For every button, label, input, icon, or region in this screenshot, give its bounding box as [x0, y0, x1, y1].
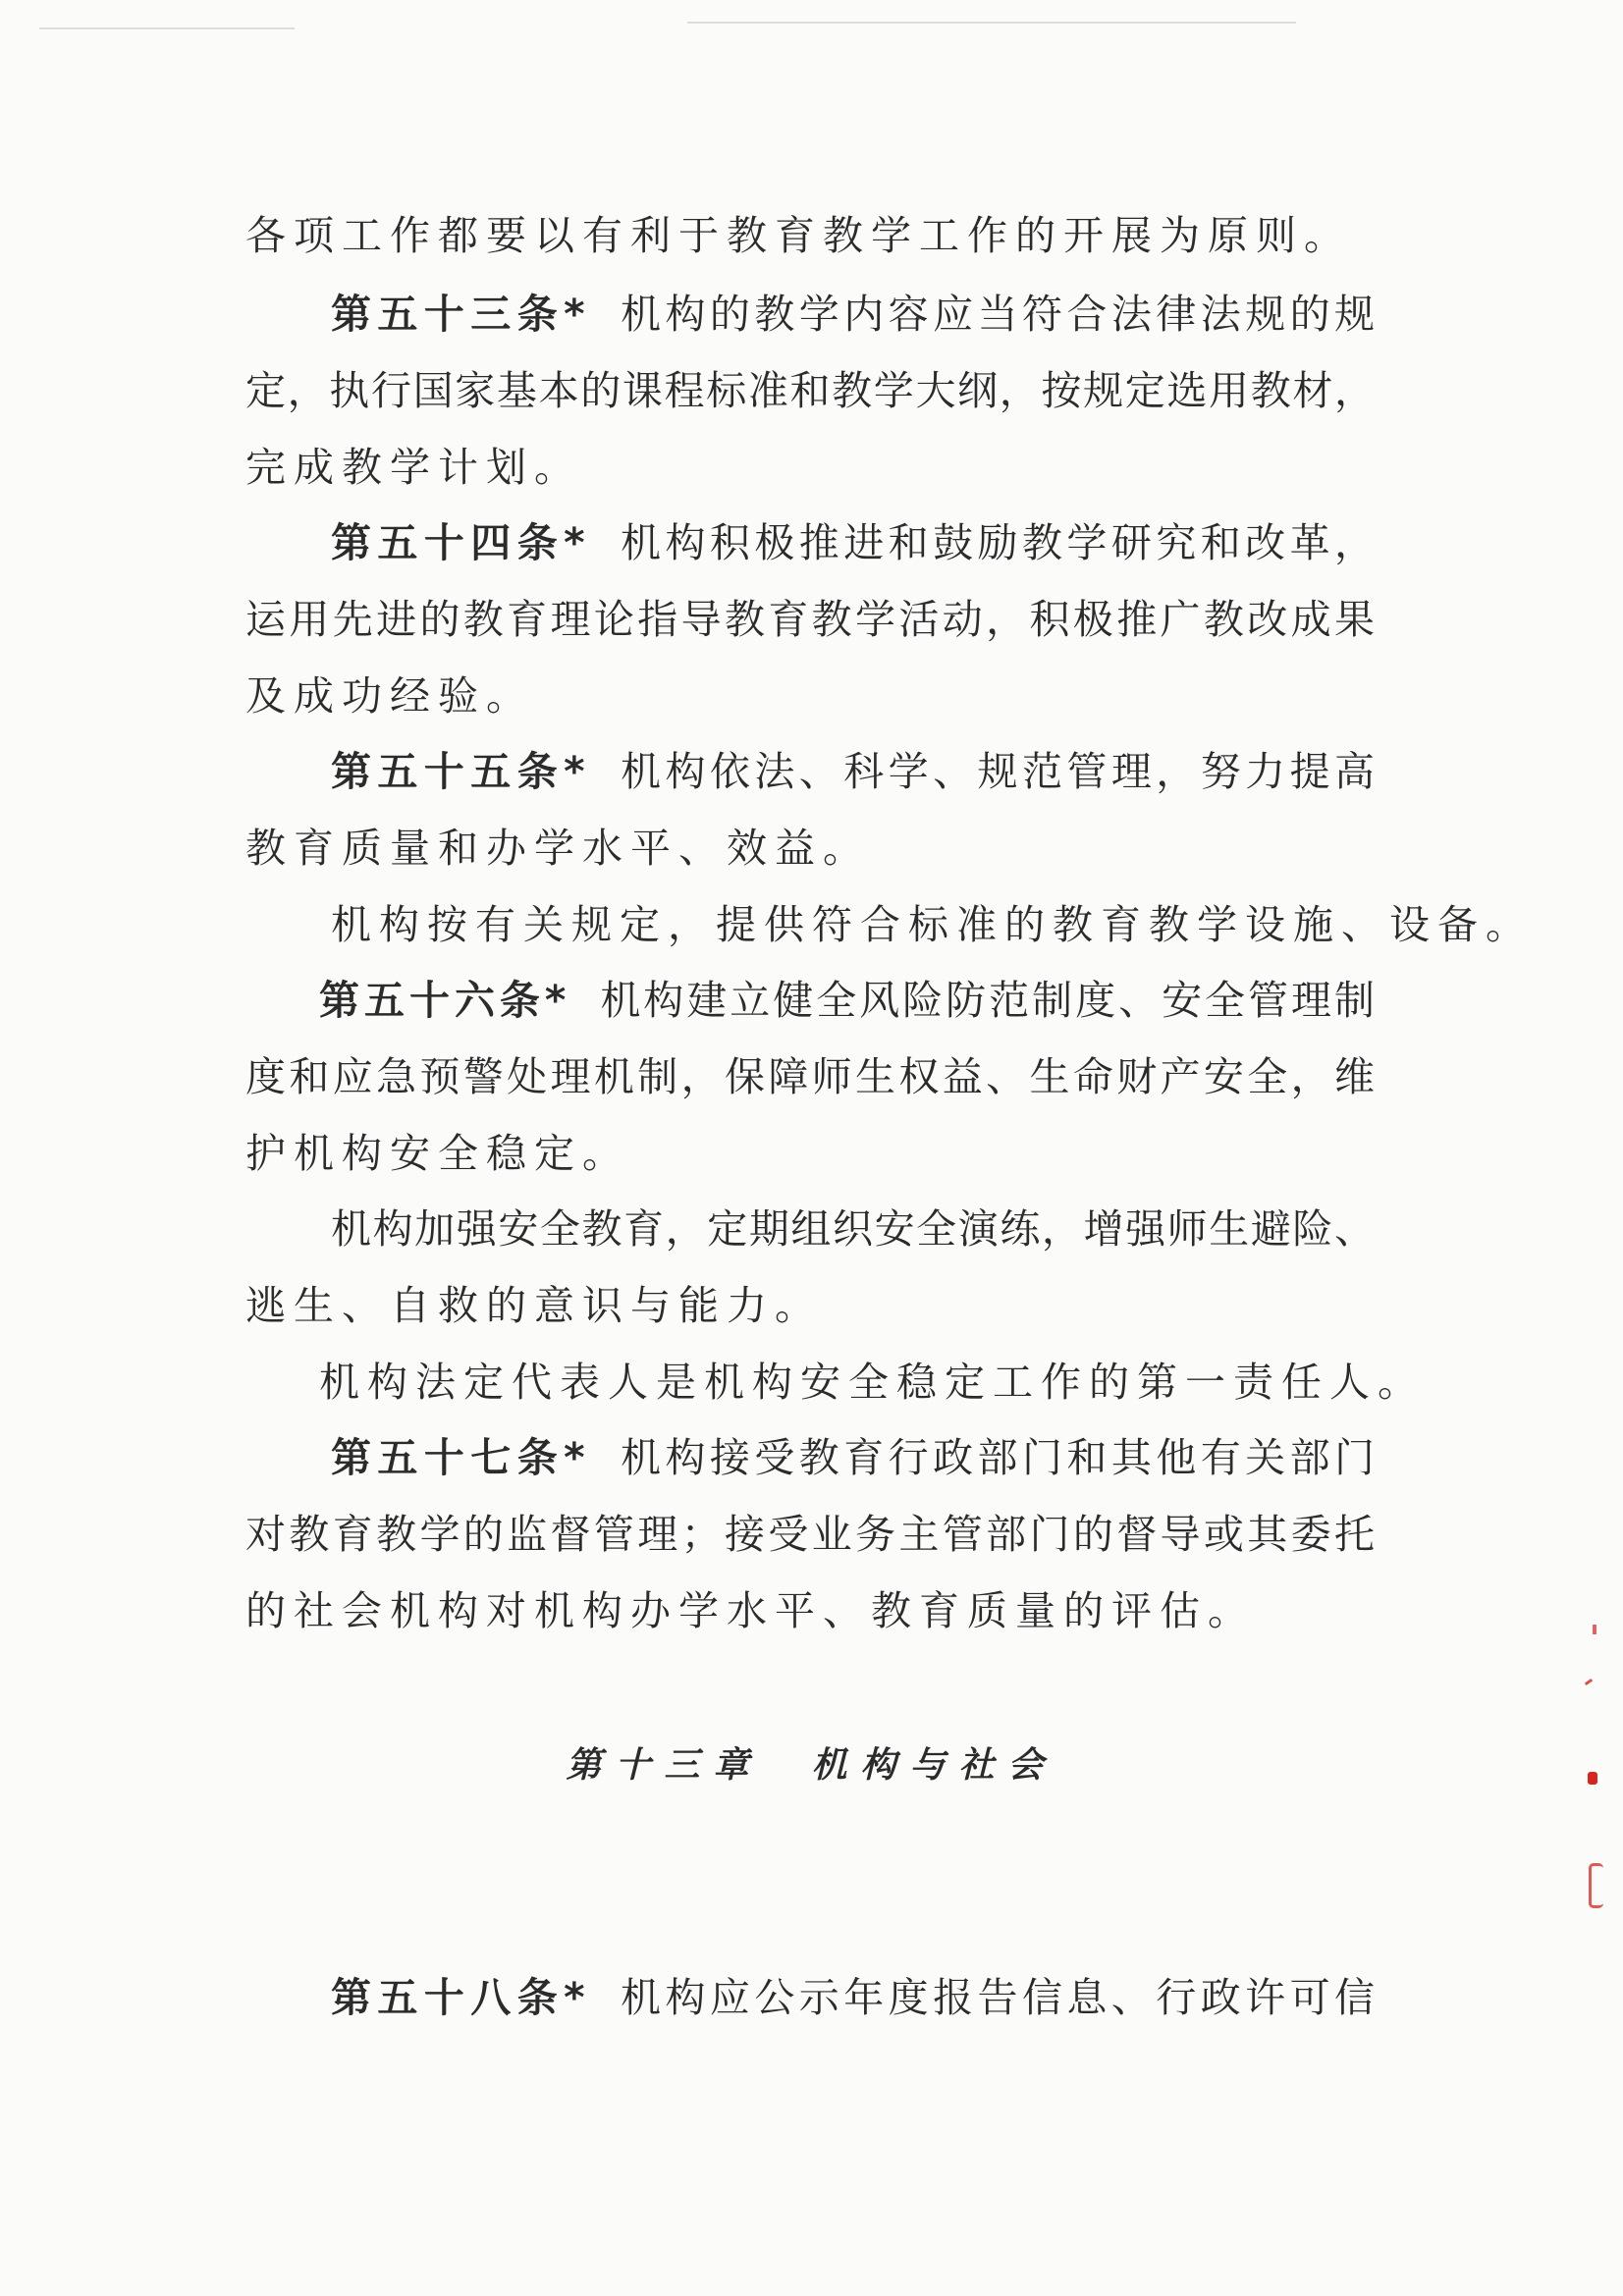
paragraph-line	[245, 1124, 1375, 1183]
line-text: 的社会机构对机构办学水平、教育质量的评估。	[245, 1587, 1256, 1634]
line-text: 机构积极推进和鼓励教学研究和改革，	[616, 519, 1376, 566]
scan-artifact	[687, 22, 1296, 24]
paragraph-line	[245, 1276, 1375, 1335]
article-number: 第五十四条*	[331, 519, 587, 566]
paragraph-line	[245, 1505, 1375, 1564]
article-54-heading-line	[331, 513, 1375, 572]
article-55-heading-line	[331, 742, 1375, 801]
paragraph-line	[245, 361, 1375, 420]
article-56-heading-line	[319, 971, 1375, 1030]
chapter-number: 第十三章	[566, 1744, 763, 1786]
scan-artifact	[39, 27, 295, 29]
paragraph-line	[245, 1581, 1375, 1640]
chapter-title: 机构与社会	[811, 1744, 1057, 1786]
line-text: 机构加强安全教育，定期组织安全演练，增强师生避险、	[331, 1205, 1375, 1253]
paragraph-line	[245, 667, 1375, 725]
line-text: 运用先进的教育理论指导教育教学活动，积极推广教改成果	[245, 596, 1375, 643]
line-text: 机构按有关规定，提供符合标准的教育教学设施、设备。	[331, 901, 1534, 948]
line-text: 及成功经验。	[245, 672, 534, 720]
line-text: 机构应公示年度报告信息、行政许可信	[616, 1974, 1376, 2021]
line-text: 机构法定代表人是机构安全稳定工作的第一责任人。	[319, 1359, 1426, 1406]
line-text: 机构接受教育行政部门和其他有关部门	[616, 1434, 1376, 1481]
article-53-heading-line	[331, 285, 1375, 344]
article-58-heading-line	[331, 1968, 1375, 2027]
seal-edge-mark	[1585, 1679, 1593, 1685]
article-57-heading-line	[331, 1428, 1375, 1487]
paragraph-line	[245, 206, 1375, 265]
line-text: 机构建立健全风险防范制度、安全管理制	[597, 977, 1375, 1024]
article-number: 第五十五条*	[331, 748, 587, 795]
line-text: 教育质量和办学水平、效益。	[245, 825, 871, 872]
article-number: 第五十八条*	[331, 1974, 587, 2021]
paragraph-line	[245, 1047, 1375, 1106]
seal-edge-mark	[1589, 1863, 1603, 1908]
article-number: 第五十七条*	[331, 1434, 587, 1481]
chapter-heading	[0, 1737, 1623, 1788]
line-text: 机构依法、科学、规范管理，努力提高	[616, 748, 1376, 795]
line-text: 各项工作都要以有利于教育教学工作的开展为原则。	[245, 212, 1352, 259]
paragraph-line	[245, 438, 1375, 497]
seal-edge-mark	[1593, 1625, 1596, 1634]
paragraph-line	[245, 819, 1375, 878]
paragraph-line	[245, 590, 1375, 649]
line-text: 定，执行国家基本的课程标准和教学大纲，按规定选用教材，	[245, 367, 1375, 414]
line-text: 对教育教学的监督管理；接受业务主管部门的督导或其委托	[245, 1511, 1375, 1558]
paragraph-line	[319, 1353, 1426, 1412]
line-text: 完成教学计划。	[245, 444, 582, 491]
article-number: 第五十三条*	[331, 291, 587, 338]
paragraph-line	[331, 895, 1534, 954]
article-number: 第五十六条*	[319, 977, 568, 1024]
seal-edge-mark	[1588, 1772, 1597, 1785]
paragraph-line	[331, 1200, 1375, 1258]
line-text: 机构的教学内容应当符合法律法规的规	[616, 291, 1376, 338]
line-text: 度和应急预警处理机制，保障师生权益、生命财产安全，维	[245, 1053, 1375, 1100]
line-text: 逃生、自救的意识与能力。	[245, 1282, 823, 1329]
line-text: 护机构安全稳定。	[245, 1130, 630, 1177]
